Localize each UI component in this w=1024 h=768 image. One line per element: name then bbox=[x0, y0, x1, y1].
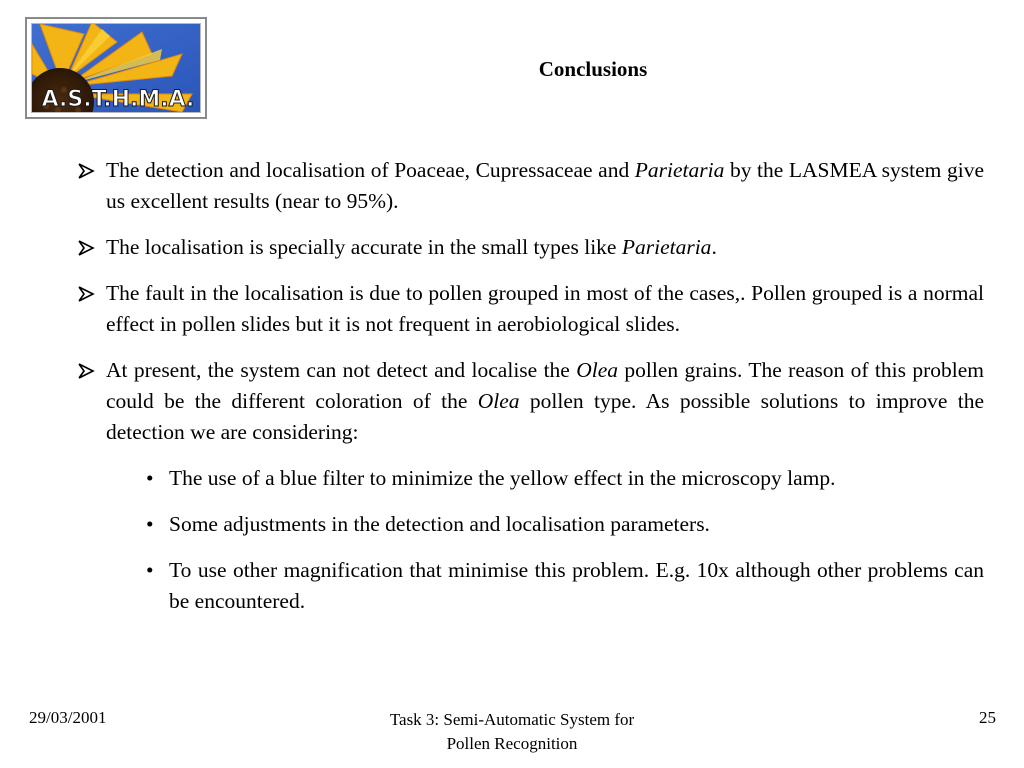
sub-bullet-text: To use other magnification that minimise this problem. E.g. 10x although other problems can be encountered. bbox=[169, 558, 984, 613]
slide-title: Conclusions bbox=[538, 57, 648, 81]
bullet-item bbox=[76, 278, 984, 340]
text-segment: pollen type. As possible solutions to improve the detection we are considering: bbox=[106, 389, 984, 444]
footer-title-line: Task 3: Semi-Automatic System for bbox=[389, 710, 635, 729]
text-segment: At present, the system can not detect and localise the bbox=[106, 358, 577, 382]
footer-title-line: Pollen Recognition bbox=[446, 734, 578, 753]
text-segment: The fault in the localisation is due to pollen grouped in most of the cases,. Pollen grouped is a normal effect in pollen slides but it is not frequent in aerobiological slides. bbox=[106, 281, 984, 336]
italic-term: Olea bbox=[477, 389, 520, 413]
footer-title bbox=[362, 708, 662, 756]
sub-bullet-list bbox=[76, 463, 984, 617]
bullet-text bbox=[106, 158, 984, 213]
dot-bullet-icon: • bbox=[146, 558, 154, 582]
slide-content bbox=[76, 155, 984, 632]
footer-date: 29/03/2001 bbox=[29, 708, 107, 727]
text-segment: The localisation is specially accurate in the small types like bbox=[106, 235, 622, 259]
italic-term: Parietaria bbox=[634, 158, 725, 182]
italic-term: Parietaria bbox=[621, 235, 712, 259]
bullet-text bbox=[106, 281, 984, 336]
arrowhead-bullet-icon bbox=[76, 155, 98, 186]
bullet-item bbox=[76, 355, 984, 448]
bullet-item bbox=[76, 232, 984, 263]
arrowhead-bullet-icon bbox=[76, 355, 98, 386]
dot-bullet-icon: • bbox=[146, 466, 154, 490]
text-segment: pollen grains. The reason of this problem could be the different coloration of the bbox=[106, 358, 984, 413]
asthma-logo bbox=[25, 17, 207, 119]
page-number: 25 bbox=[979, 708, 996, 727]
bullet-list bbox=[76, 155, 984, 448]
bullet-item bbox=[76, 155, 984, 217]
arrowhead-bullet-icon bbox=[76, 278, 98, 309]
sub-bullet-item bbox=[76, 463, 984, 494]
sunflower-image bbox=[31, 23, 201, 113]
bullet-text bbox=[106, 235, 717, 259]
sub-bullet-text: Some adjustments in the detection and localisation parameters. bbox=[169, 512, 710, 536]
arrowhead-bullet-icon bbox=[76, 232, 98, 263]
sub-bullet-item bbox=[76, 509, 984, 540]
text-segment: by the LASMEA system give us excellent results (near to 95%). bbox=[106, 158, 984, 213]
italic-term: Olea bbox=[576, 358, 619, 382]
text-segment: The detection and localisation of Poaceae, Cupressaceae and bbox=[106, 158, 635, 182]
sub-bullet-item bbox=[76, 555, 984, 617]
bullet-text bbox=[106, 358, 984, 444]
dot-bullet-icon: • bbox=[146, 512, 154, 536]
sub-bullet-text: The use of a blue filter to minimize the yellow effect in the microscopy lamp. bbox=[169, 466, 836, 490]
text-segment: . bbox=[711, 235, 717, 259]
logo-text: A.S.T.H.M.A. bbox=[41, 87, 195, 112]
